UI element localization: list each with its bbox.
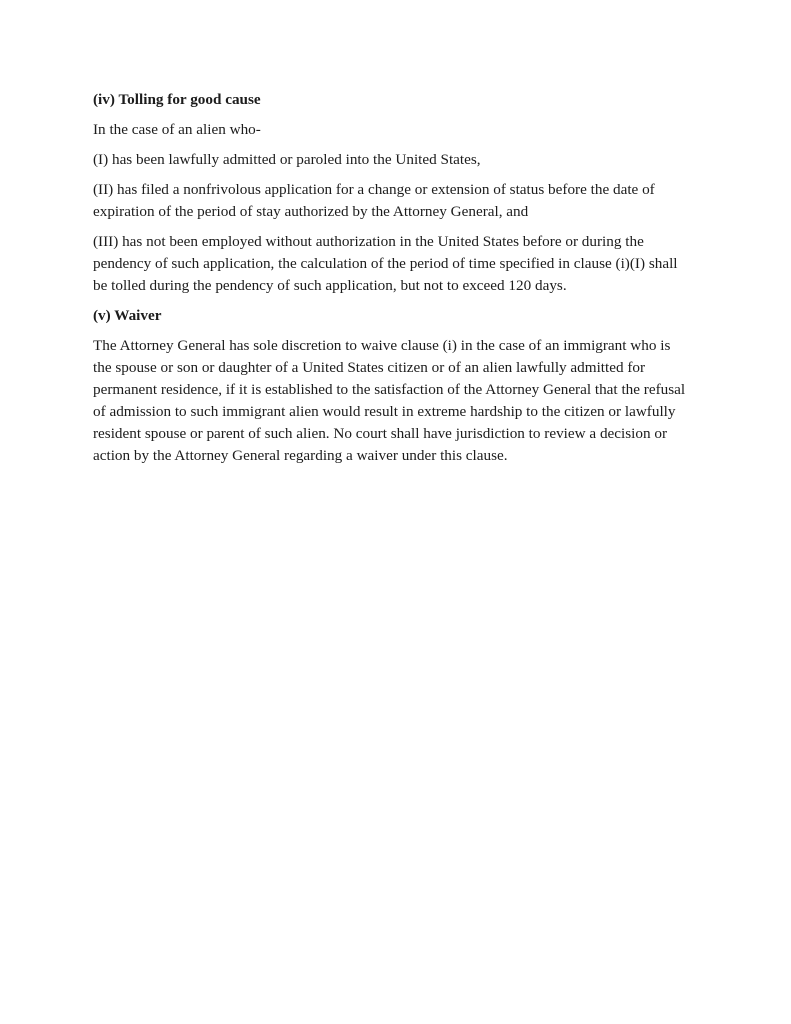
section-heading-tolling: (iv) Tolling for good cause	[93, 91, 261, 108]
paragraph-waiver-body: The Attorney General has sole discretion to waive clause (i) in the case of an immigrant who is the spouse or son or daughter of a United States citizen or of an alien lawfully admitted for permanent residence, if it is established to the satisfaction of the Attorney General that the refusal of admission to such immigrant alien would result in extreme hardship to the citizen or lawfully resident spouse or parent of such alien. No court shall have jurisdiction to review a decision or action by the Attorney General regarding a waiver under this clause.	[93, 337, 686, 464]
paragraph-clause-ii: (II) has filed a nonfrivolous application for a change or extension of status before the date of expiration of the period of stay authorized by the Attorney General, and	[93, 181, 655, 220]
section-heading-waiver: (v) Waiver	[93, 307, 162, 324]
paragraph-intro: In the case of an alien who-	[93, 121, 261, 138]
document-content	[93, 89, 685, 475]
paragraph-clause-iii: (III) has not been employed without authorization in the United States before or during the pendency of such application, the calculation of the period of time specified in clause (i)(I) shall be tolled during the pendency of such application, but not to exceed 120 days.	[93, 233, 678, 294]
paragraph-clause-i: (I) has been lawfully admitted or paroled into the United States,	[93, 151, 481, 168]
